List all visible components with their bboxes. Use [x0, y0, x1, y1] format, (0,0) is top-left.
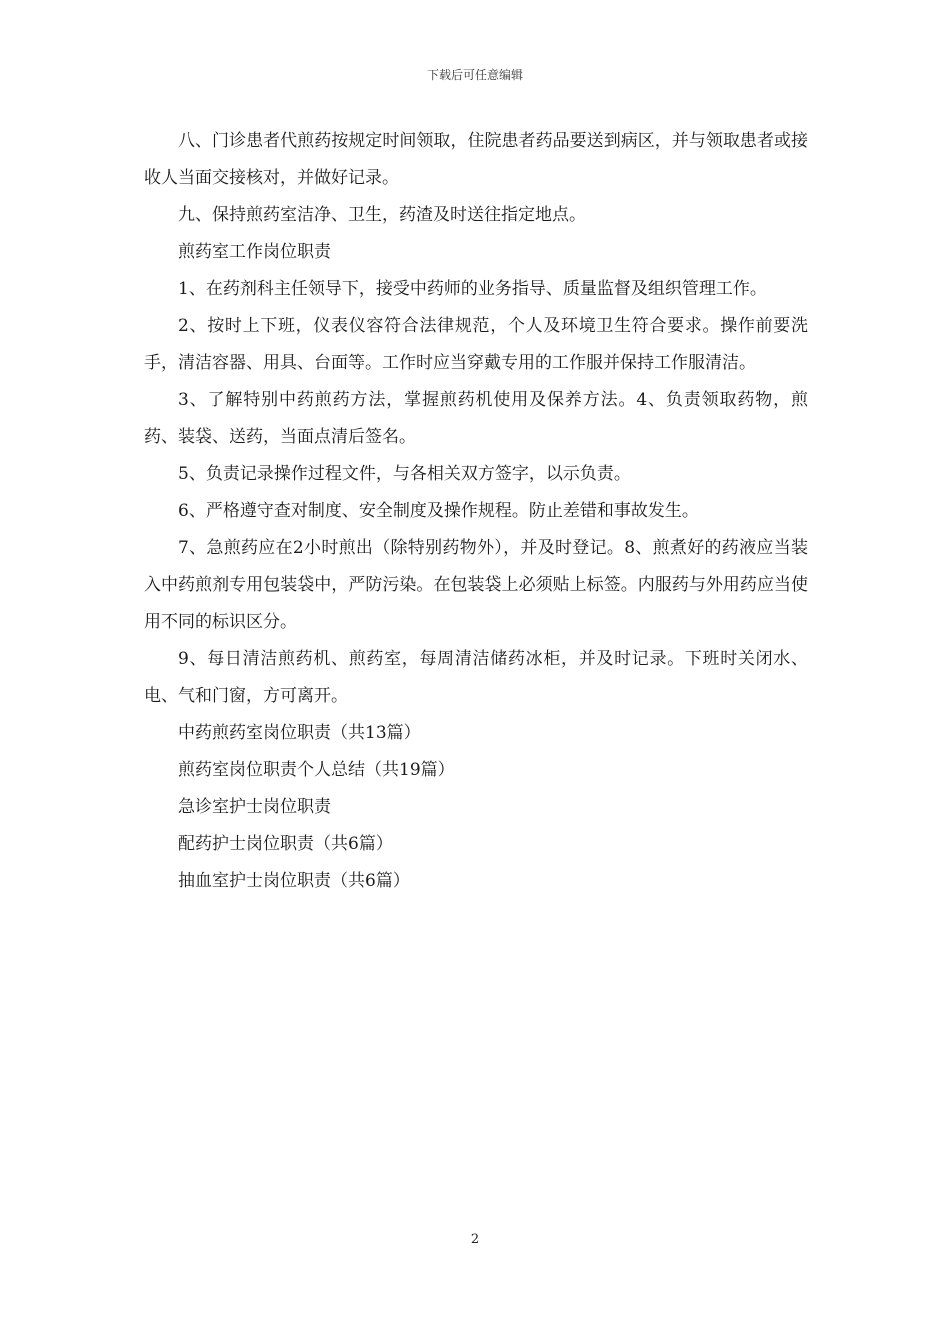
paragraph: 5、负责记录操作过程文件，与各相关双方签字，以示负责。: [178, 464, 631, 484]
section-heading: 煎药室工作岗位职责: [178, 242, 331, 262]
paragraph: 6、严格遵守查对制度、安全制度及操作规程。防止差错和事故发生。: [178, 501, 699, 521]
page-header: 下载后可任意编辑: [426, 68, 523, 82]
page-number: 2: [470, 1232, 480, 1247]
paragraph: 3、了解特别中药煎药方法，掌握煎药机使用及保养方法。4、负责领取药物，煎药、装袋、送药，当面点清后签名。: [144, 390, 808, 447]
paragraph: 八、门诊患者代煎药按规定时间领取，住院患者药品要送到病区，并与领取患者或接收人当面交接核对，并做好记录。: [144, 131, 808, 188]
related-document-link[interactable]: 中药煎药室岗位职责（共13篇）: [178, 723, 421, 743]
related-document-link[interactable]: 抽血室护士岗位职责（共6篇）: [178, 871, 410, 891]
related-documents-list: [144, 715, 808, 900]
related-document-link[interactable]: 煎药室岗位职责个人总结（共19篇）: [178, 760, 455, 780]
paragraph: 九、保持煎药室洁净、卫生，药渣及时送往指定地点。: [178, 205, 586, 225]
paragraph: 1、在药剂科主任领导下，接受中药师的业务指导、质量监督及组织管理工作。: [178, 279, 767, 299]
related-document-link[interactable]: 急诊室护士岗位职责: [178, 797, 331, 817]
paragraph: 7、急煎药应在2小时煎出（除特别药物外），并及时登记。8、煎煮好的药液应当装入中药煎剂专用包装袋中，严防污染。在包装袋上必须贴上标签。内服药与外用药应当使用不同的标识区分。: [144, 538, 808, 632]
paragraph: 9、每日清洁煎药机、煎药室，每周清洁储药冰柜，并及时记录。下班时关闭水、电、气和门窗，方可离开。: [144, 649, 808, 706]
related-document-link[interactable]: 配药护士岗位职责（共6篇）: [178, 834, 393, 854]
paragraph: 2、按时上下班，仪表仪容符合法律规范，个人及环境卫生符合要求。操作前要洗手，清洁容器、用具、台面等。工作时应当穿戴专用的工作服并保持工作服清洁。: [144, 316, 808, 373]
document-body: [144, 123, 808, 900]
